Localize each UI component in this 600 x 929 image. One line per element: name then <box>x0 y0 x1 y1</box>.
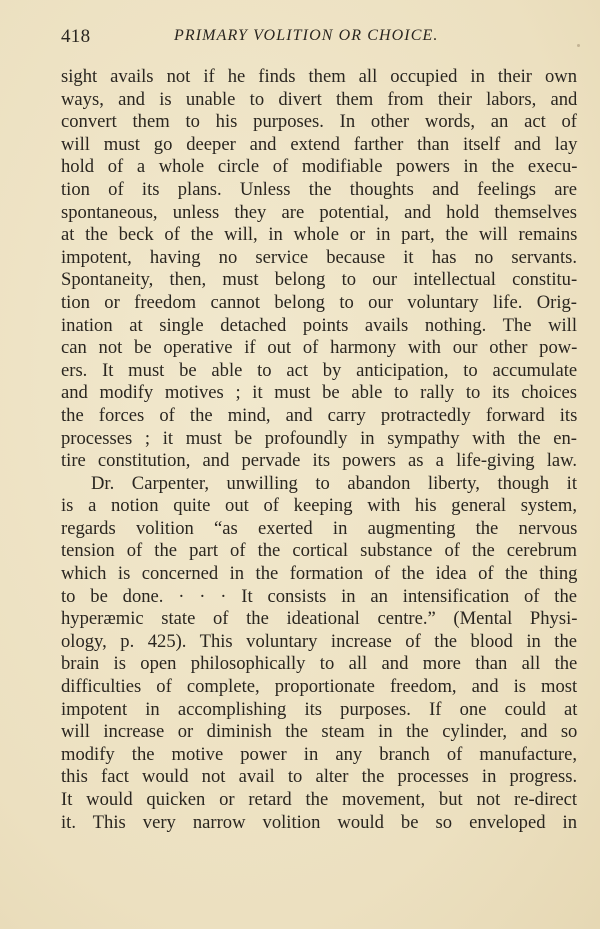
text-line: convert them to his purposes. In other words, an act of <box>61 111 577 133</box>
text-line: impotent in accomplishing its purposes. If one could at <box>61 698 578 720</box>
body-text <box>61 66 577 834</box>
text-line: it. This very narrow volition would be so enveloped in <box>61 811 577 833</box>
paragraph-start-line: Dr. Carpenter, unwilling to abandon liberty, though it <box>91 472 577 494</box>
text-line: processes ; it must be profoundly in sympathy with the en- <box>61 427 577 449</box>
text-line: hyperæmic state of the ideational centre.” (Mental Physi- <box>61 608 578 630</box>
text-line: tion or freedom cannot belong to our voluntary life. Orig- <box>61 291 577 313</box>
text-line: to be done. · · · It consists in an intensification of the <box>61 585 577 607</box>
text-line: It would quicken or retard the movement, but not re-direct <box>61 789 577 810</box>
running-title: PRIMARY VOLITION OR CHOICE. <box>174 27 439 44</box>
text-line: difficulties of complete, proportionate freedom, and is most <box>61 676 578 698</box>
text-line: this fact would not avail to alter the processes in progress. <box>61 766 578 788</box>
text-line: will increase or diminish the steam in the cylinder, and so <box>61 721 578 743</box>
text-line: regards volition “as exerted in augmenting the nervous <box>61 517 578 539</box>
text-line: ways, and is unable to divert them from their labors, and <box>61 88 578 110</box>
text-line: brain is open philosophically to all and more than all the <box>61 653 578 675</box>
text-line: spontaneous, unless they are potential, and hold themselves <box>61 201 577 223</box>
text-line: will must go deeper and extend farther than itself and lay <box>61 133 578 155</box>
text-line: sight avails not if he finds them all occupied in their own <box>61 66 577 87</box>
text-line: tion of its plans. Unless the thoughts and feelings are <box>61 178 577 200</box>
text-line: can not be operative if out of harmony with our other pow- <box>61 337 578 359</box>
text-line: tire constitution, and pervade its powers as a life-giving law. <box>61 450 577 472</box>
text-line: at the beck of the will, in whole or in part, the will remains <box>61 224 578 246</box>
text-line: and modify motives ; it must be able to rally to its choices <box>61 382 577 404</box>
text-line: ology, p. 425). This voluntary increase of the blood in the <box>61 630 577 652</box>
text-line: is a notion quite out of keeping with his general system, <box>61 495 577 517</box>
text-line: the forces of the mind, and carry protractedly forward its <box>61 404 578 426</box>
text-line: tension of the part of the cortical substance of the cerebrum <box>61 540 577 562</box>
text-line: Spontaneity, then, must belong to our intellectual constitu- <box>61 269 578 291</box>
paper-speck <box>577 44 580 47</box>
text-line: ination at single detached points avails nothing. The will <box>61 314 577 336</box>
text-line: which is concerned in the formation of the idea of the thing <box>61 563 578 585</box>
page-header <box>61 26 581 50</box>
page-number: 418 <box>61 26 91 47</box>
text-line: ers. It must be able to act by anticipation, to accumulate <box>61 359 578 381</box>
text-line: modify the motive power in any branch of manufacture, <box>61 743 577 765</box>
text-line: impotent, having no service because it has no servants. <box>61 246 577 268</box>
text-line: hold of a whole circle of modifiable powers in the execu- <box>61 156 578 178</box>
